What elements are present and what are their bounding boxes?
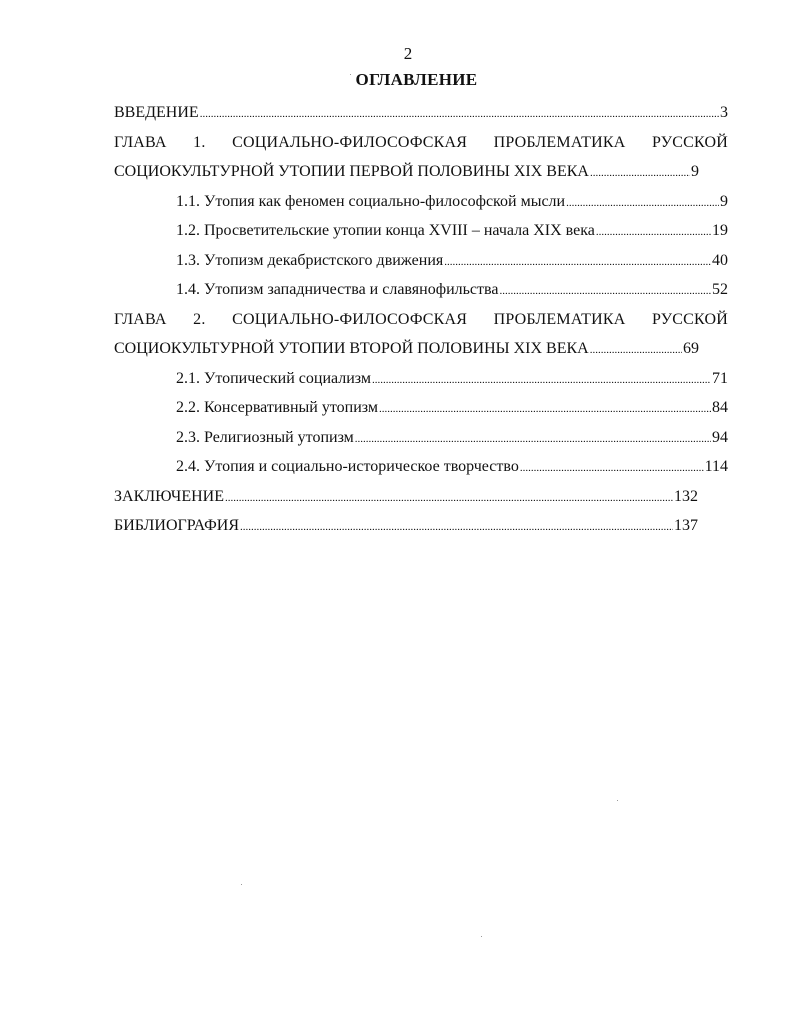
toc-entry-label: СОЦИОКУЛЬТУРНОЙ УТОПИИ ПЕРВОЙ ПОЛОВИНЫ XIX ВЕКА	[114, 163, 589, 180]
toc-entry-label: 1.4. Утопизм западничества и славянофильства	[176, 281, 499, 298]
dot-leader	[372, 364, 711, 396]
heading-word: ПРОБЛЕМАТИКА	[493, 133, 626, 151]
toc-section-1-2	[114, 216, 728, 246]
heading-word: ПРОБЛЕМАТИКА	[493, 310, 626, 328]
toc-section-2-4	[114, 452, 728, 482]
toc-section-1-1	[114, 187, 728, 217]
scan-speck	[617, 800, 618, 801]
toc-entry-label: СОЦИОКУЛЬТУРНОЙ УТОПИИ ВТОРОЙ ПОЛОВИНЫ XIX ВЕКА	[114, 340, 589, 357]
toc-chapter-1-heading	[114, 128, 728, 158]
heading-word: ГЛАВА	[114, 133, 167, 151]
heading-word: 2.	[193, 310, 206, 328]
dot-leader	[444, 246, 711, 278]
heading-word: СОЦИАЛЬНО-ФИЛОСОФСКАЯ	[232, 310, 468, 328]
toc-entry-page: 114	[704, 458, 728, 475]
heading-word: РУССКОЙ	[652, 310, 728, 328]
dot-leader	[590, 334, 682, 366]
scan-speck	[481, 936, 482, 937]
toc-entry-page: 84	[712, 399, 728, 416]
toc-section-2-3	[114, 423, 728, 453]
toc-entry-label: 1.2. Просветительские утопии конца XVIII – начала XIX века	[176, 222, 595, 239]
toc-entry-label: ЗАКЛЮЧЕНИЕ	[114, 487, 224, 505]
toc-entry-page: 9	[691, 163, 699, 180]
dot-leader	[590, 157, 690, 189]
toc-entry-conclusion	[114, 482, 698, 512]
toc-entry-label: ВВЕДЕНИЕ	[114, 104, 199, 121]
dot-leader	[566, 187, 719, 219]
toc-chapter-2-line2	[114, 334, 699, 364]
heading-word: СОЦИАЛЬНО-ФИЛОСОФСКАЯ	[232, 133, 468, 151]
toc-entry-page: 69	[683, 340, 699, 357]
toc-chapter-2-heading	[114, 305, 728, 335]
toc-entry-page: 132	[674, 487, 698, 505]
scan-speck	[241, 884, 242, 885]
toc-entry-page: 3	[720, 104, 728, 121]
toc-entry-label: 2.1. Утопический социализм	[176, 369, 372, 387]
toc-entry-label: 2.3. Религиозный утопизм	[176, 428, 354, 446]
toc-title: ОГЛАВЛЕНИЕ	[355, 70, 478, 89]
toc-entry-page: 19	[712, 222, 728, 239]
toc-entry-label: БИБЛИОГРАФИЯ	[114, 517, 240, 534]
toc-section-1-4	[114, 275, 728, 305]
toc-entry-intro	[114, 98, 728, 128]
dot-leader	[240, 511, 673, 543]
heading-word: РУССКОЙ	[652, 133, 728, 151]
toc-entry-page: 137	[674, 517, 698, 534]
toc-section-2-2	[114, 393, 728, 423]
dot-leader	[499, 275, 711, 307]
toc-entry-label: 2.4. Утопия и социально-историческое творчество	[176, 458, 519, 475]
dot-leader	[225, 482, 673, 514]
dot-leader	[355, 423, 711, 455]
dot-leader	[200, 98, 719, 130]
table-of-contents	[114, 98, 728, 541]
heading-word: 1.	[193, 133, 206, 151]
toc-entry-page: 94	[712, 428, 728, 446]
scan-speck	[350, 74, 351, 75]
dot-leader	[379, 393, 711, 425]
toc-entry-page: 71	[712, 369, 728, 387]
toc-chapter-1-line2	[114, 157, 699, 187]
heading-word: ГЛАВА	[114, 310, 167, 328]
toc-entry-label: 2.2. Консервативный утопизм	[176, 399, 378, 416]
dot-leader	[520, 452, 704, 484]
toc-entry-page: 52	[712, 281, 728, 298]
toc-entry-page: 9	[720, 192, 728, 210]
toc-entry-page: 40	[712, 251, 728, 269]
dot-leader	[596, 216, 711, 248]
toc-entry-label: 1.1. Утопия как феномен социально-философской мысли	[176, 192, 566, 210]
toc-section-1-3	[114, 246, 728, 276]
toc-entry-bibliography	[114, 511, 698, 541]
toc-section-2-1	[114, 364, 728, 394]
page-number: 2	[403, 44, 413, 63]
toc-entry-label: 1.3. Утопизм декабристского движения	[176, 251, 444, 269]
